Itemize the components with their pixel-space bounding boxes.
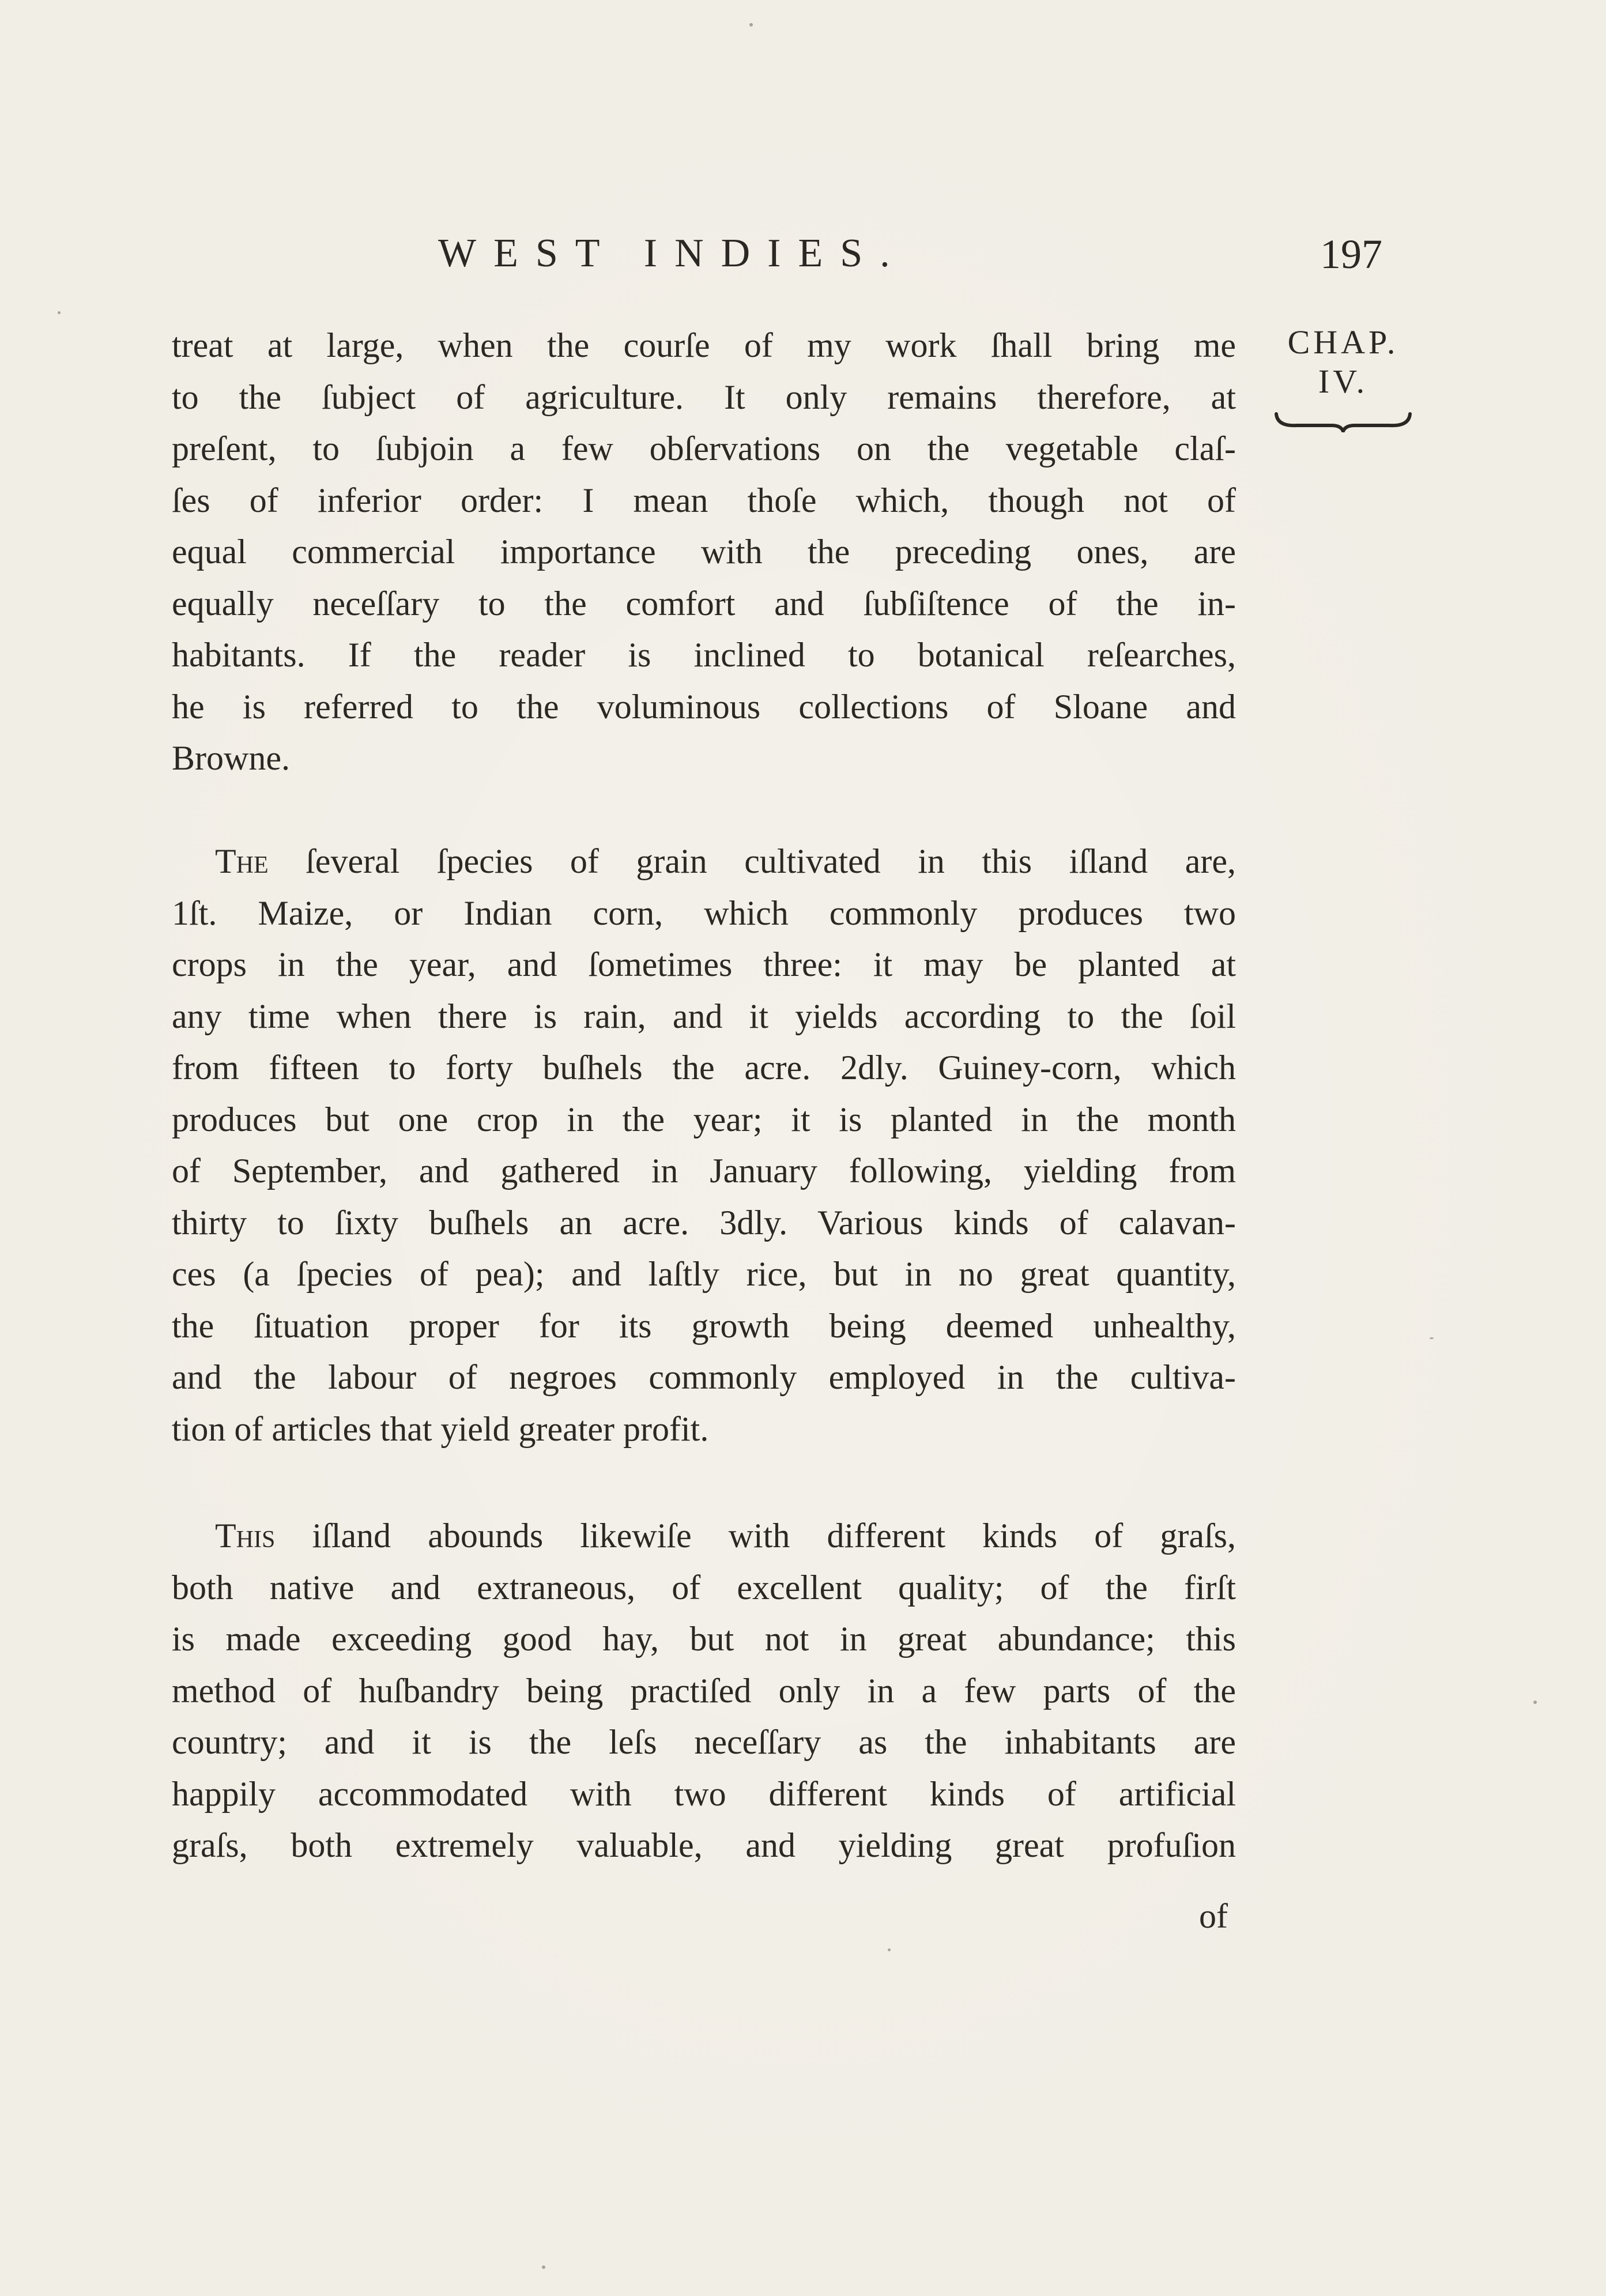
text-line: preſent, to ſubjoin a few obſervations on the vegetable claſ- — [172, 429, 1236, 468]
paper-speck — [58, 311, 61, 314]
brace-ornament-icon — [1274, 409, 1412, 432]
text-line: Browne. — [172, 739, 290, 777]
text-line: graſs, both extremely valuable, and yielding great profuſion — [172, 1826, 1236, 1864]
paper-speck — [1533, 1701, 1537, 1704]
chapter-margin-note — [1271, 323, 1415, 432]
chapter-number: IV. — [1318, 363, 1369, 400]
text-line: equally neceſſary to the comfort and ſubſiſtence of the in- — [172, 584, 1236, 623]
text-line: the ſituation proper for its growth being deemed unhealthy, — [172, 1306, 1236, 1345]
text-line: 1ſt. Maize, or Indian corn, which commonly produces two — [172, 893, 1236, 932]
text-line: produces but one crop in the year; it is planted in the month — [172, 1100, 1236, 1138]
text-line: from fifteen to forty buſhels the acre. 2dly. Guiney-corn, which — [172, 1049, 1236, 1087]
catchword: of — [1199, 1897, 1228, 1935]
paper-speck — [888, 1948, 891, 1951]
text-line: any time when there is rain, and it yields according to the ſoil — [172, 997, 1236, 1035]
text-line — [172, 1510, 1236, 1562]
paragraph-lead-word: This — [215, 1517, 276, 1555]
text-line: and the labour of negroes commonly employed in the cultiva- — [172, 1358, 1236, 1396]
text-line: thirty to ſixty buſhels an acre. 3dly. Various kinds of calavan- — [172, 1203, 1236, 1242]
text-line: ces (a ſpecies of pea); and laſtly rice, but in no great quantity, — [172, 1255, 1236, 1293]
text-line — [172, 836, 1236, 888]
text-line: tion of articles that yield greater profit. — [172, 1409, 709, 1448]
text-line: to the ſubject of agriculture. It only remains therefore, at — [172, 378, 1236, 416]
chapter-label: CHAP. — [1287, 323, 1399, 361]
paragraph-3 — [172, 1510, 1236, 1872]
paragraph-2 — [172, 836, 1236, 1455]
text-line: equal commercial importance with the preceding ones, are — [172, 533, 1236, 571]
paragraph-lead-word: The — [215, 842, 269, 880]
paper-speck — [1430, 1337, 1434, 1339]
text-line: habitants. If the reader is inclined to botanical reſearches, — [172, 636, 1236, 674]
text-line: of September, and gathered in January following, yielding from — [172, 1152, 1236, 1190]
text-line: he is referred to the voluminous collections of Sloane and — [172, 687, 1236, 726]
text-line: country; and it is the leſs neceſſary as the inhabitants are — [172, 1723, 1236, 1761]
page-number: 197 — [1320, 231, 1382, 277]
text-line: both native and extraneous, of excellent quality; of the firſt — [172, 1568, 1236, 1607]
text-line-rest: ſeveral ſpecies of grain cultivated in this iſland are, — [268, 842, 1236, 880]
text-line-rest: iſland abounds likewiſe with different kinds of graſs, — [275, 1517, 1236, 1555]
text-line: ſes of inferior order: I mean thoſe which, though not of — [172, 481, 1236, 519]
running-head: WEST INDIES. — [438, 231, 907, 276]
text-line: treat at large, when the courſe of my work ſhall bring me — [172, 326, 1236, 364]
paper-speck — [542, 2265, 545, 2269]
text-line: happily accommodated with two different kinds of artificial — [172, 1774, 1236, 1813]
text-line: method of huſbandry being practiſed only in a few parts of the — [172, 1671, 1236, 1710]
paper-speck — [749, 23, 753, 27]
text-line: is made exceeding good hay, but not in great abundance; this — [172, 1620, 1236, 1658]
paragraph-1 — [172, 320, 1236, 785]
text-line: crops in the year, and ſometimes three: it may be planted at — [172, 945, 1236, 983]
